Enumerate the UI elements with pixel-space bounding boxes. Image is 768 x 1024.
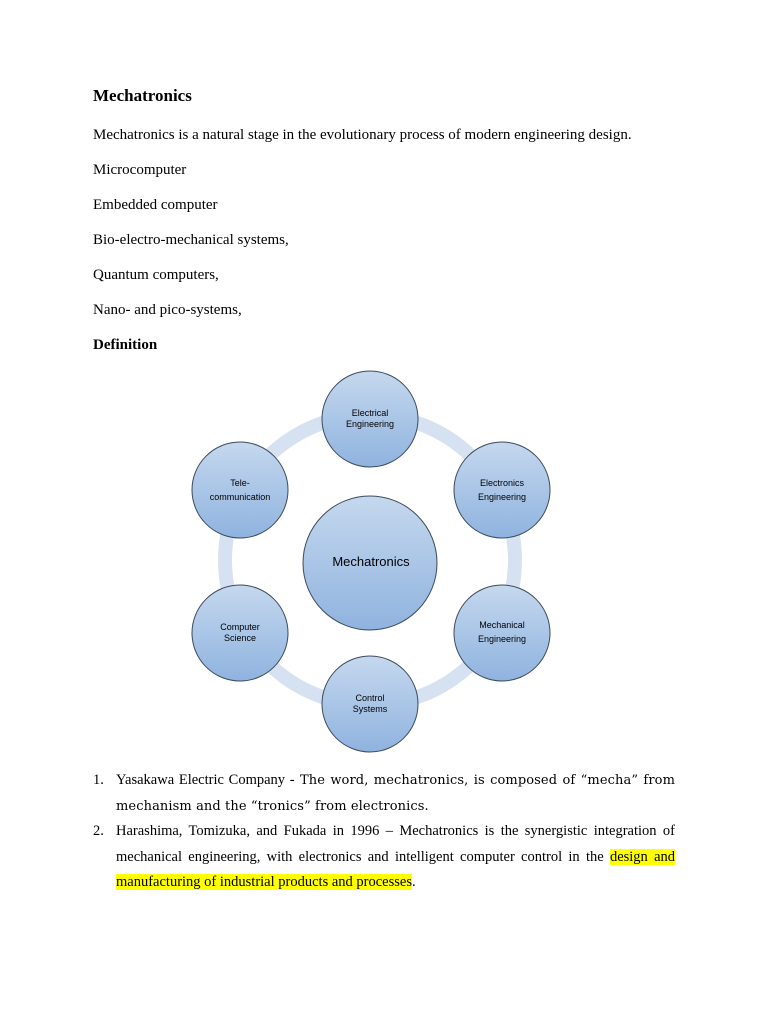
node-label: Engineering [345, 419, 395, 429]
node-electronics-engineering [454, 442, 550, 538]
node-control-systems [322, 656, 418, 752]
center-node-label: Mechatronics [332, 554, 410, 569]
intro-paragraph: Mechatronics is a natural stage in the evolutionary process of modern engineering design. [93, 127, 632, 143]
node-label: Electronics [479, 478, 525, 488]
definition-item [93, 768, 675, 819]
node-mechanical-engineering [454, 585, 550, 681]
node-label: communication [209, 492, 271, 502]
node-electrical-engineering [322, 371, 418, 467]
node-label: Tele- [230, 478, 250, 488]
node-label: Control [355, 693, 385, 703]
definition-lead: Yasakawa Electric Company - [116, 772, 295, 788]
list-number: 2. [93, 823, 104, 839]
page-title: Mechatronics [93, 86, 192, 105]
node-label: Science [223, 633, 257, 643]
highlighted-text: design and manufacturing of industrial products and processes [116, 848, 676, 890]
node-label: Electrical [351, 408, 389, 418]
node-label: Computer [220, 622, 260, 632]
node-label: Engineering [477, 492, 527, 502]
definition-heading: Definition [93, 337, 158, 353]
definition-item [93, 819, 675, 896]
node-label: Engineering [477, 634, 527, 644]
node-label: Systems [352, 704, 388, 714]
node-computer-science [192, 585, 288, 681]
node-label: Mechanical [479, 620, 525, 630]
definition-list [93, 768, 675, 896]
stage-item: Microcomputer [93, 162, 187, 178]
definition-end: . [411, 874, 416, 890]
stage-item: Quantum computers, [93, 267, 219, 283]
definition-text: The word, mechatronics, is composed of “mecha” from mechanism and the “tronics” from electronics. [116, 773, 675, 814]
stage-item: Nano- and pico-systems, [93, 302, 242, 318]
definition-text: Harashima, Tomizuka, and Fukada in 1996 – Mechatronics is the synergistic integration of mechanical engineering, with electronics and intelligent computer control in the [116, 823, 675, 865]
stage-item: Bio-electro-mechanical systems, [93, 232, 289, 248]
node-telecommunication [192, 442, 288, 538]
mechatronics-cycle-diagram [0, 360, 768, 760]
stage-item: Embedded computer [93, 197, 218, 213]
list-number: 1. [93, 772, 104, 788]
